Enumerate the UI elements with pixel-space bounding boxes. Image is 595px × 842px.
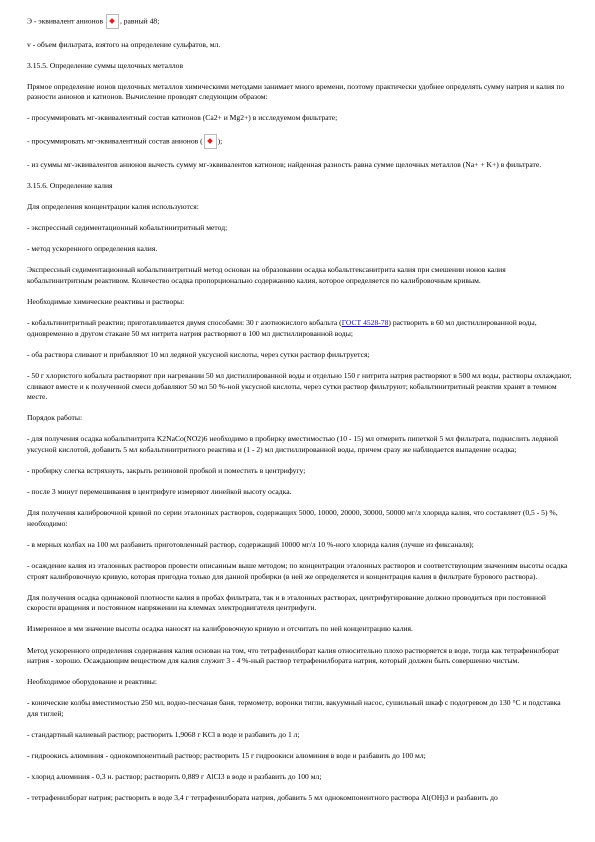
text-segment: - просуммировать мг-эквивалентный состав катионов (Ca2+ и Mg2+) в исследуемом фильтрате; [27, 113, 338, 123]
text-segment: - из суммы мг-эквивалентов анионов вычесть сумму мг-эквивалентов катионов; найденная разность равна сумме щелочных металлов (Na+ + K+) в фильтрате. [27, 159, 542, 169]
paragraph [27, 244, 572, 255]
text-segment: Порядок работы: [27, 413, 83, 423]
text-segment: - для получения осадка кобальтнитрита K2NaCo(NO2)6 необходимо в пробирку вместимостью (10 - 15) мл отмерить пипеткой 5 мл фильтрата, подкислить ледяной уксусной кислотой, добавить 5 мл кобальтинитритного реактива и (1 - 2) мл дистиллированной воды, причем сразу же наблюдается выпадение осадка; [27, 434, 559, 454]
text-segment: - просуммировать мг-эквивалентный состав анионов ( [27, 136, 203, 146]
paragraph [27, 677, 572, 688]
paragraph [27, 487, 572, 498]
paragraph [27, 350, 572, 361]
text-segment: Э - эквивалент анионов [27, 16, 105, 26]
text-segment: Для определения концентрации калия используются: [27, 202, 199, 212]
text-segment: - хлорид алюминия - 0,3 н. раствор; растворить 0,889 г AlCl3 в воде и разбавить до 100 мл; [27, 772, 322, 782]
paragraph [27, 61, 572, 72]
paragraph [27, 181, 572, 192]
text-segment: Метод ускоренного определения содержания калия основан на том, что тетрафенилборат калия относительно плохо растворяется в воде, тогда как тетрафенилборат натрия - хорошо. Осаждающим веществом для калия служит 3 - 4 %-ный раствор тетрафенилбората натрия, который должен быть совершенно чистым. [27, 645, 560, 666]
text-segment: - оба раствора сливают и прибавляют 10 мл ледяной уксусной кислоты, через сутки раствор фильтруется; [27, 349, 370, 359]
paragraph [27, 297, 572, 308]
paragraph [27, 14, 572, 29]
paragraph [27, 318, 572, 339]
paragraph [27, 593, 572, 614]
paragraph [27, 113, 572, 124]
text-segment: v - объем фильтрата, взятого на определение сульфатов, мл. [27, 39, 221, 49]
paragraph [27, 751, 572, 762]
text-segment: - гидроокись алюминия - однокомпонентный раствор; растворить 15 г гидроокиси алюминия в воде и разбавить до 100 мл; [27, 751, 426, 761]
text-segment: - после 3 минут перемешивания в центрифуге измеряют линейкой высоту осадка. [27, 487, 292, 497]
paragraph [27, 561, 572, 582]
text-segment: 3.15.5. Определение суммы щелочных металлов [27, 60, 184, 70]
paragraph [27, 202, 572, 213]
paragraph [27, 265, 572, 286]
paragraph [27, 540, 572, 551]
paragraph [27, 82, 572, 103]
paragraph [27, 624, 572, 635]
text-segment: Экспрессный седиментационный кобальтинитритный метод основан на образовании осадка кобальтгексанитрита калия при смешении ионов калия кобальтинитритным реактивом. Количество осадка пропорционально содержанию калия, которое определяется по калибровочным кривым. [27, 265, 506, 286]
paragraph [27, 413, 572, 424]
document-page [27, 14, 572, 814]
text-segment: - метод ускоренного определения калия. [27, 244, 158, 254]
broken-image-icon [204, 134, 217, 149]
text-segment: - в мерных колбах на 100 мл разбавить приготовленный раствор, содержащий 10000 мг/л 10 %-ного хлорида калия (лучше из фиксаналя); [27, 539, 474, 549]
text-segment: - тетрафенилборат натрия; растворить в воде 3,4 г тетрафенилбората натрия, добавить 5 мл однокомпонентного раствора Al(OH)3 и разбавить до [27, 793, 498, 803]
text-segment: - стандартный калиевый раствор; растворить 1,9068 г KCl в воде и разбавить до 1 л; [27, 729, 300, 739]
paragraph [27, 434, 572, 455]
paragraph [27, 772, 572, 783]
text-segment: ) растворить в 60 мл дистиллированной воды, одновременно в другом стакане 50 мл нитрита натрия растворяют в 100 мл дистиллированной воды; [27, 318, 537, 338]
text-segment: - пробирку слегка встряхнуть, закрыть резиновой пробкой и поместить в центрифугу; [27, 466, 306, 476]
text-segment: 3.15.6. Определение калия [27, 181, 113, 191]
paragraph [27, 793, 572, 804]
text-segment: - кобальтинитритный реактив; приготавливается двумя способами: 30 г азотнокислого кобальта ( [27, 318, 342, 328]
text-segment: , равный 48; [119, 16, 160, 26]
paragraph [27, 371, 572, 403]
paragraph [27, 508, 572, 529]
text-segment: Для получения калибровочной кривой по серии эталонных растворов, содержащих 5000, 10000, 20000, 30000, 50000 мг/л хлорида калия, что составляет (0,5 - 5) %, необходимо: [27, 508, 558, 528]
text-segment: Необходимые химические реактивы и растворы: [27, 297, 185, 307]
paragraph [27, 40, 572, 51]
paragraph [27, 646, 572, 667]
text-segment: - конические колбы вместимостью 250 мл, водно-песчаная баня, термометр, воронки тигли, вакуумный насос, сушильный шкаф с подогревом до 130 °С и подставка для тиглей; [27, 698, 561, 718]
text-segment: Измеренное в мм значение высоты осадка наносят на калибровочную кривую и отсчитать по ней концентрацию калия. [27, 624, 413, 634]
broken-image-icon [106, 14, 119, 29]
paragraph [27, 698, 572, 719]
paragraph [27, 160, 572, 171]
text-segment: Для получения осадка одинаковой плотности калия в пробах фильтрата, так и в эталонных растворах, центрифугирование должно проводиться при постоянной скорости вращения и постоянном напряжении на клеммах электродвигателя центрифуги. [27, 592, 546, 613]
text-segment: - экспрессный седиментационный кобальтинитритный метод; [27, 223, 228, 233]
paragraph [27, 466, 572, 477]
text-segment: - осаждение калия из эталонных растворов провести описанным выше методом; по концентрации эталонных растворов и соответствующим значениям высоты осадка строят калибровочную кривую, которая пригодна только для данной пробирки (в ней же определяется и концентрация калия в фильтрате бурового раствора). [27, 561, 568, 581]
text-segment: - 50 г хлористого кобальта растворяют при нагревании 50 мл дистиллированной воды и отдельно 150 г нитрита натрия растворяют в 500 мл воды, растворы охлаждают, сливают вместе и к полученной смеси добавляют 50 мл 50 %-ной уксусной кислоты, через сутки раствор фильтруют; кобальтинитритный реактив хранят в темном месте. [27, 371, 572, 402]
gost-link[interactable]: ГОСТ 4528-78 [341, 318, 389, 328]
text-segment: Прямое определение ионов щелочных металлов химическими методами занимает много времени, поэтому практически удобнее определять сумму натрия и калия по разности анионов и катионов. Вычисление проводят следующим образом: [27, 81, 565, 102]
paragraph [27, 134, 572, 149]
paragraph [27, 223, 572, 234]
paragraph [27, 730, 572, 741]
text-segment: Необходимое оборудование и реактивы: [27, 677, 157, 687]
text-segment: ); [217, 136, 223, 146]
